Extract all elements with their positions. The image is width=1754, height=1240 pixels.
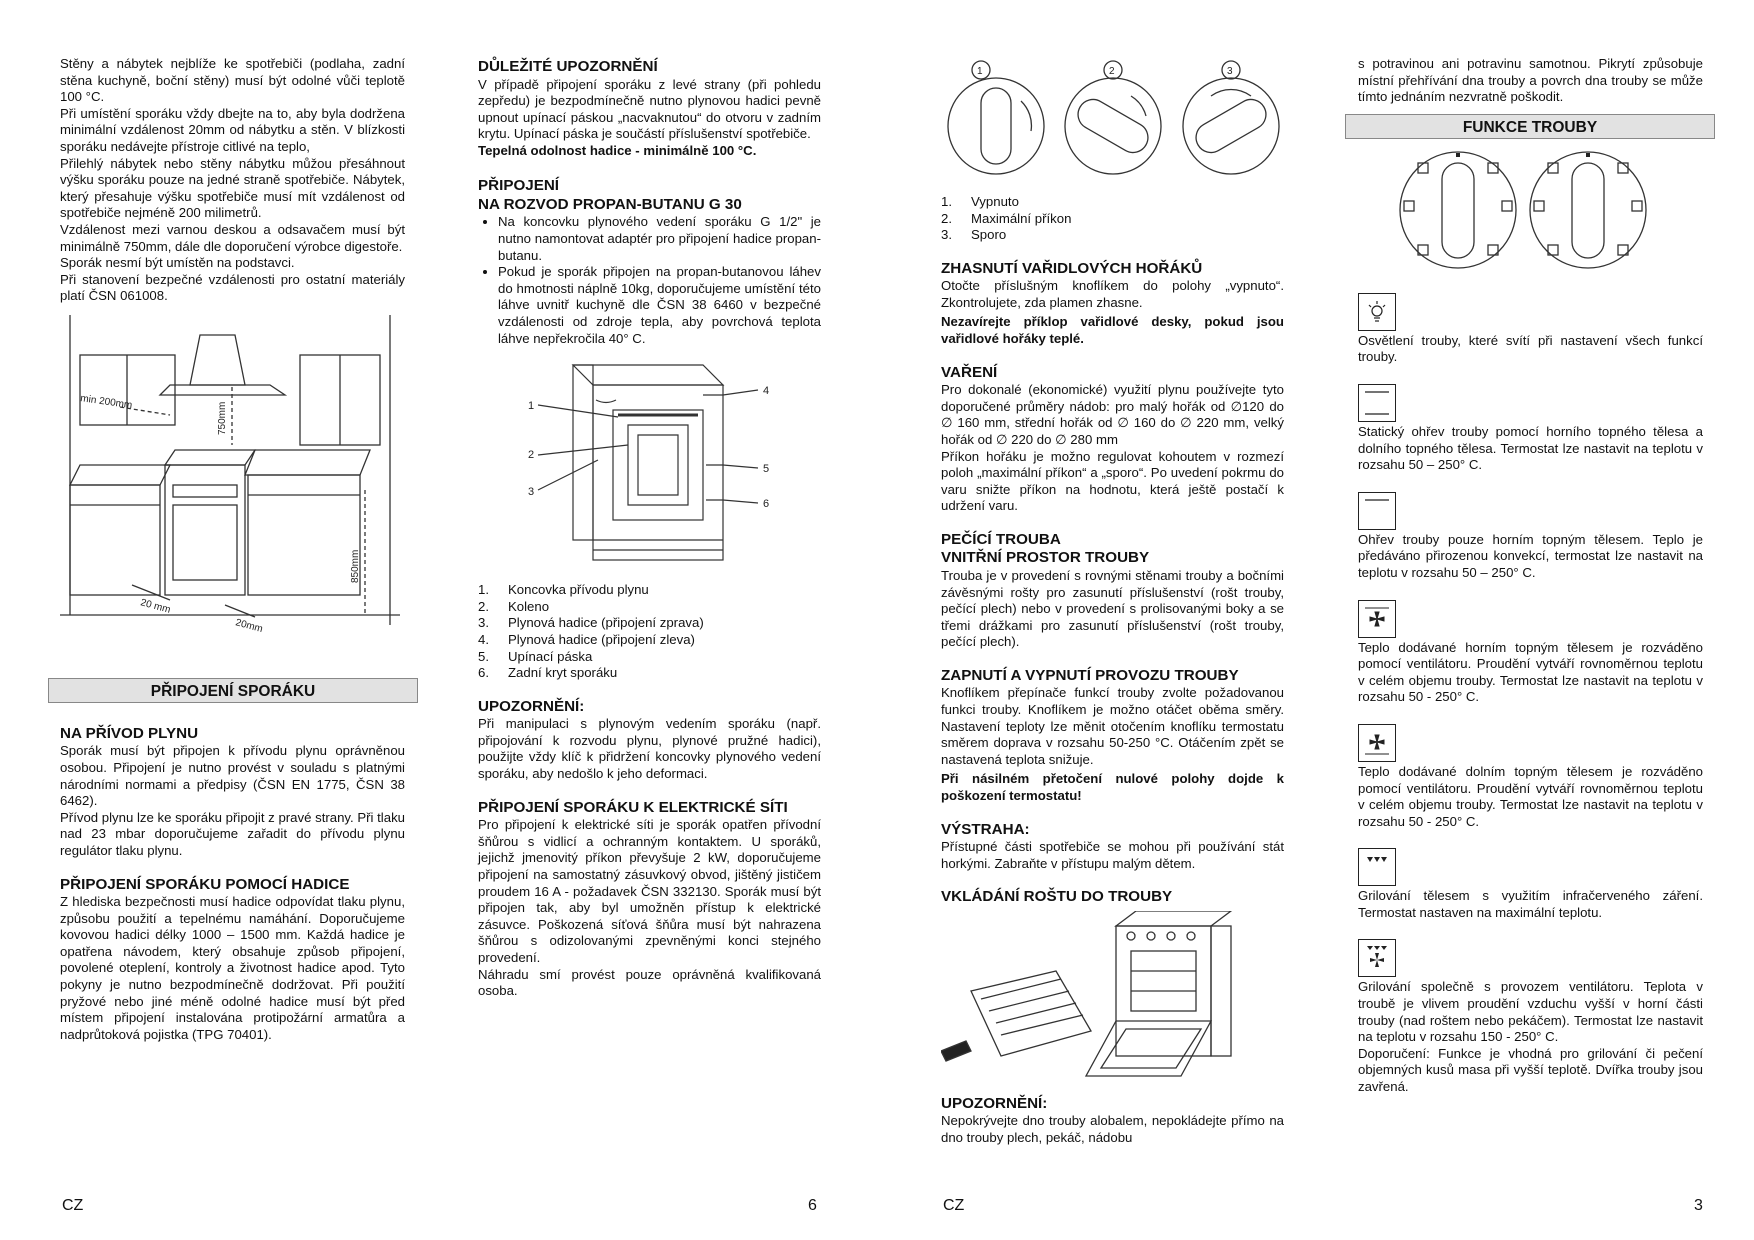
fan-grill-icon [1358, 939, 1396, 977]
bullet-list [478, 214, 821, 347]
section-heading: PEČÍCÍ TROUBA [941, 530, 1061, 548]
function-description: Teplo dodávané horním topným tělesem je rozváděno pomocí ventilátoru. Proudění vytváří rovnoměrnou teplotu v celém objemu trouby. Termostat lze nastavit na teplotu v rozsahu 50 - 250° C. [1358, 639, 1703, 705]
function-selector-figure [1358, 145, 1703, 275]
section-heading: UPOZORNĚNÍ: [478, 697, 585, 715]
paragraph: Vzdálenost mezi varnou deskou a odsavačem musí být minimálně 750mm, dále dle doporučení výrobce digestoře. [60, 221, 405, 254]
list-item: • Na koncovku plynového vedení sporáku G 1/2" je nutno namontovat adaptér pro připojení hadice propan-butanu. [498, 214, 821, 264]
paragraph: Při umístění sporáku vždy dbejte na to, aby byla dodržena minimální vzdálenost 20mm od nábytku a stěn. V blízkosti sporáku nedávejte přístroje citlivé na teplo, [60, 105, 405, 154]
knob-label-3: 3 [1227, 66, 1233, 77]
gas-connection-figure [478, 355, 821, 580]
section-band: FUNKCE TROUBY [1345, 114, 1715, 139]
footer-right-page: 3 [1694, 1197, 1703, 1214]
list-item: 3. Sporo [941, 227, 1007, 243]
list-item: 1. Vypnuto [941, 194, 1019, 209]
section-band: PŘIPOJENÍ SPORÁKU [48, 678, 418, 703]
paragraph: Pro připojení k elektrické síti je sporák opatřen přívodní šňůrou s vidlicí a ochranným kontaktem. U sporáků, jejichž jmenovitý příkon převyšuje 2 kW, doporučujeme připojení na samostatný zásuvkový obvod, jištěný jističem proudem 16 A - požadavek ČSN 332130. Sporák musí být připojen tak, aby byl umožněn přístup k elektrické zásuvce. Poškozená síťová šňůra musí být nahrazena šňůrou s odizolovanými zpevněnými konci stejného provedení. [478, 817, 821, 965]
section-heading: PŘIPOJENÍ [478, 177, 560, 195]
column-4 [1358, 56, 1703, 1096]
paragraph: Přilehlý nábytek nebo stěny nábytku můžou přesáhnout výšku sporáku pouze na jedné straně spotřebiče. Nábytek, který přesahuje výšku spotřebiče musí mít vzdálenost od spotřebiče nejméně 200 milimetrů. [60, 155, 405, 221]
list-item: 2. Koleno [478, 598, 550, 614]
fan-bottom-heat-icon [1358, 724, 1396, 762]
function-description: Statický ohřev trouby pomocí horního topného tělesa a dolního topného tělesa. Termostat lze nastavit na teplotu v rozsahu 50 – 250° C. [1358, 423, 1703, 473]
paragraph: Při manipulaci s plynovým vedením sporáku (např. připojování k rozvodu plynu, plynové pružné hadici), použijte vždy klíč k přidržení koncovky plynového vedení sporáku, aby nedošlo k jeho deformaci. [478, 716, 821, 782]
fan-top-heat-icon [1358, 600, 1396, 638]
h750-label: 750mm [217, 401, 228, 435]
parts-list [478, 582, 821, 682]
lamp-icon [1358, 293, 1396, 331]
paragraph: Sporák musí být připojen k přívodu plynu oprávněnou osobou. Připojení je nutno provést v souladu s platnými národními normami a předpisy (ČSN EN 1775, ČSN 38 6462). [60, 743, 405, 809]
function-description: Teplo dodávané dolním topným tělesem je rozváděno pomocí ventilátoru. Proudění vytváří rovnoměrnou teplotu v celém objemu trouby. Termostat lze nastavit na teplotu v rozsahu 50 - 250° C. [1358, 763, 1703, 829]
paragraph: Otočte příslušným knoflíkem do polohy „vypnuto“. Zkontrolujete, zda plamen zhasne. [941, 278, 1284, 310]
burner-knobs-figure [941, 56, 1284, 186]
list-item: 6. Zadní kryt sporáku [478, 665, 618, 681]
fig-label-6: 6 [763, 498, 770, 511]
min200-label: min 200mm [79, 392, 133, 412]
footer-left-lang: CZ [62, 1197, 84, 1214]
list-item: 5. Upínací páska [478, 648, 593, 664]
gap20a-label: 20 mm [139, 597, 172, 616]
paragraph-bold: Nezavírejte příklop vařidlové desky, pokud jsou vařidlové hořáky teplé. [941, 314, 1284, 347]
paragraph: Přístupné části spotřebiče se mohou při používání stát horkými. Zabraňte v přístupu malým dětem. [941, 839, 1284, 871]
paragraph-bold: Při násilném přetočení nulové polohy dojde k poškození termostatu! [941, 771, 1284, 803]
knob-label-1: 1 [977, 66, 983, 77]
paragraph-bold: Tepelná odolnost hadice - minimálně 100 °C. [478, 142, 757, 158]
column-3 [941, 56, 1284, 1146]
section-heading: PŘIPOJENÍ SPORÁKU K ELEKTRICKÉ SÍTI [478, 798, 788, 816]
section-heading: VAŘENÍ [941, 363, 998, 381]
function-description: Grilování společně s provozem ventilátoru. Teplota v troubě je vlivem proudění vzduchu vyšší v horní části trouby (nad roštem nebo pekáčem). Termostat lze nastavit na teplotu v rozsahu 150 - 250° C. [1358, 979, 1703, 1045]
paragraph: Při stanovení bezpečné vzdálenosti pro ostatní materiály platí ČSN 061008. [60, 271, 405, 304]
section-heading: PŘIPOJENÍ SPORÁKU POMOCÍ HADICE [60, 875, 350, 893]
footer-right-lang: CZ [943, 1197, 965, 1214]
section-heading: NA PŘÍVOD PLYNU [60, 724, 199, 742]
paragraph: Knoflíkem přepínače funkcí trouby zvolte požadovanou funkci trouby. Knoflíkem je možno otáčet oběma směry. Nastavení teploty lze měnit otočením knoflíku termostatu směrem doprava v rozsahu 50-250 °C. Otáčením zpět se nastavená teplota snižuje. [941, 685, 1284, 767]
gap20b-label: 20mm [234, 617, 264, 635]
paragraph: Trouba je v provedení s rovnými stěnami trouby a bočními závěsnými rošty pro zasunutí příslušenství (rošt trouby, pečící plech) nebo v provedení s prolisovanými boky a se třemi drážkami pro zasunutí příslušenství (rošt trouby, pečící plech). [941, 567, 1284, 650]
fig-label-3: 3 [528, 486, 535, 499]
paragraph: Doporučení: Funkce je vhodná pro grilování či pečení objemných kusů masa při vyšší teplotě. Dvířka trouby jsou zavřená. [1358, 1045, 1703, 1095]
paragraph: Pro dokonalé (ekonomické) využití plynu používejte tyto doporučené průměry nádob: pro malý hořák od ∅120 do ∅ 160 mm, střední hořák od ∅ 160 do ∅ 220 mm, velký hořák od ∅ 220 do ∅ 280 mm [941, 382, 1284, 447]
section-heading: DŮLEŽITÉ UPOZORNĚNÍ [478, 58, 658, 75]
paragraph: Příkon hořáku je možno regulovat kohoutem v rozmezí poloh „maximální příkon“ a „sporo“. Po uvedení pokrmu do varu snižte příkon na hodnotu, která ještě postačí k udržení varu. [941, 448, 1284, 514]
section-heading: VKLÁDÁNÍ ROŠTU DO TROUBY [941, 888, 1173, 906]
knob-label-2: 2 [1109, 66, 1115, 77]
knob-positions-list [941, 194, 1284, 244]
paragraph: Stěny a nábytek nejblíže ke spotřebiči (podlaha, zadní stěna kuchyně, boční stěny) musí být odolné vůči teplotě 100 °C. [60, 56, 405, 105]
top-heat-icon [1358, 492, 1396, 530]
section-heading: NA ROZVOD PROPAN-BUTANU G 30 [478, 195, 742, 213]
section-heading: ZHASNUTÍ VAŘIDLOVÝCH HOŘÁKŮ [941, 259, 1203, 277]
list-item: • Pokud je sporák připojen na propan-butanovou láhev do hmotnosti náplně 10kg, doporučujeme umístění této láhve uvnitř kuchyně dle ČSN 38 6460 v bezpečné vzdálenosti od zdroje tepla, aby povrchová teplota láhve nepřekročila 40° C. [498, 264, 821, 347]
section-heading: VÝSTRAHA: [941, 820, 1030, 838]
oven-rack-figure [941, 911, 1284, 1091]
kitchen-installation-figure [60, 315, 405, 670]
column-1 [60, 56, 405, 1043]
list-item: 1. Koncovka přívodu plynu [478, 582, 649, 598]
top-bottom-heat-icon [1358, 384, 1396, 422]
section-heading: VNITŘNÍ PROSTOR TROUBY [941, 549, 1150, 567]
list-item: 4. Plynová hadice (připojení zleva) [478, 632, 695, 647]
list-item: 3. Plynová hadice (připojení zprava) [478, 615, 704, 631]
paragraph: s potravinou ani potravinu samotnou. Pikrytí způsobuje místní přehřívání dna trouby a povrch dna trouby se může tímto jednáním nezvratně poškodit. [1358, 56, 1703, 105]
list-item: 2. Maximální příkon [941, 210, 1072, 226]
paragraph: Náhradu smí provést pouze oprávněná kvalifikovaná osoba. [478, 966, 821, 999]
function-description: Osvětlení trouby, které svítí při nastavení všech funkcí trouby. [1358, 332, 1703, 365]
fig-label-5: 5 [763, 463, 770, 476]
function-description: Grilování tělesem s využitím infračerveného záření. Termostat nastaven na maximální teplotu. [1358, 888, 1703, 920]
fig-label-1: 1 [528, 400, 535, 413]
section-heading: ZAPNUTÍ A VYPNUTÍ PROVOZU TROUBY [941, 666, 1239, 684]
footer-left-page: 6 [808, 1197, 817, 1214]
h850-label: 850mm [350, 549, 361, 583]
grill-icon [1358, 848, 1396, 886]
paragraph: Z hlediska bezpečnosti musí hadice odpovídat tlaku plynu, způsobu použití a tepelnému namáhání. Doporučujeme kovovou hadici délky 1000 – 1500 mm. Každá hadice je opatřena návodem, který obsahuje způsob připojení, povolené oteplení, kontroly a životnost hadice apod. Tyto pokyny je nutno bezpodmínečně dodržovat. Při použití pryžové nebo jiné méně odolné hadice musí být před místem připojení instalována protipožární armatůra a nadprůtoková pojistka (TPG 70401). [60, 894, 405, 1042]
column-2 [478, 56, 821, 1000]
paragraph: Nepokrývejte dno trouby alobalem, nepokládejte přímo na dno trouby plech, pekáč, nádobu [941, 1113, 1284, 1145]
section-heading: UPOZORNĚNÍ: [941, 1094, 1048, 1112]
paragraph: Sporák nesmí být umístěn na podstavci. [60, 255, 295, 271]
function-description: Ohřev trouby pouze horním topným tělesem. Teplo je předáváno přirozenou konvekcí, termostat lze nastavit na teplotu v rozsahu 50 – 250° C. [1358, 531, 1703, 580]
paragraph: Přívod plynu lze ke sporáku připojit z pravé strany. Při tlaku nad 23 mbar doporučujeme zařadit do přívodu plynu regulátor tlaku plynu. [60, 809, 405, 858]
fig-label-2: 2 [528, 449, 535, 462]
paragraph: V případě připojení sporáku z levé strany (při pohledu zepředu) je bezpodmínečně nutno plynovou hadici pevně upnout upínací páskou „nacvaknutou“ do otvoru v zadním krytu. Upínací páska je součástí příslušenství spotřebiče. [478, 76, 821, 142]
fig-label-4: 4 [763, 385, 770, 398]
